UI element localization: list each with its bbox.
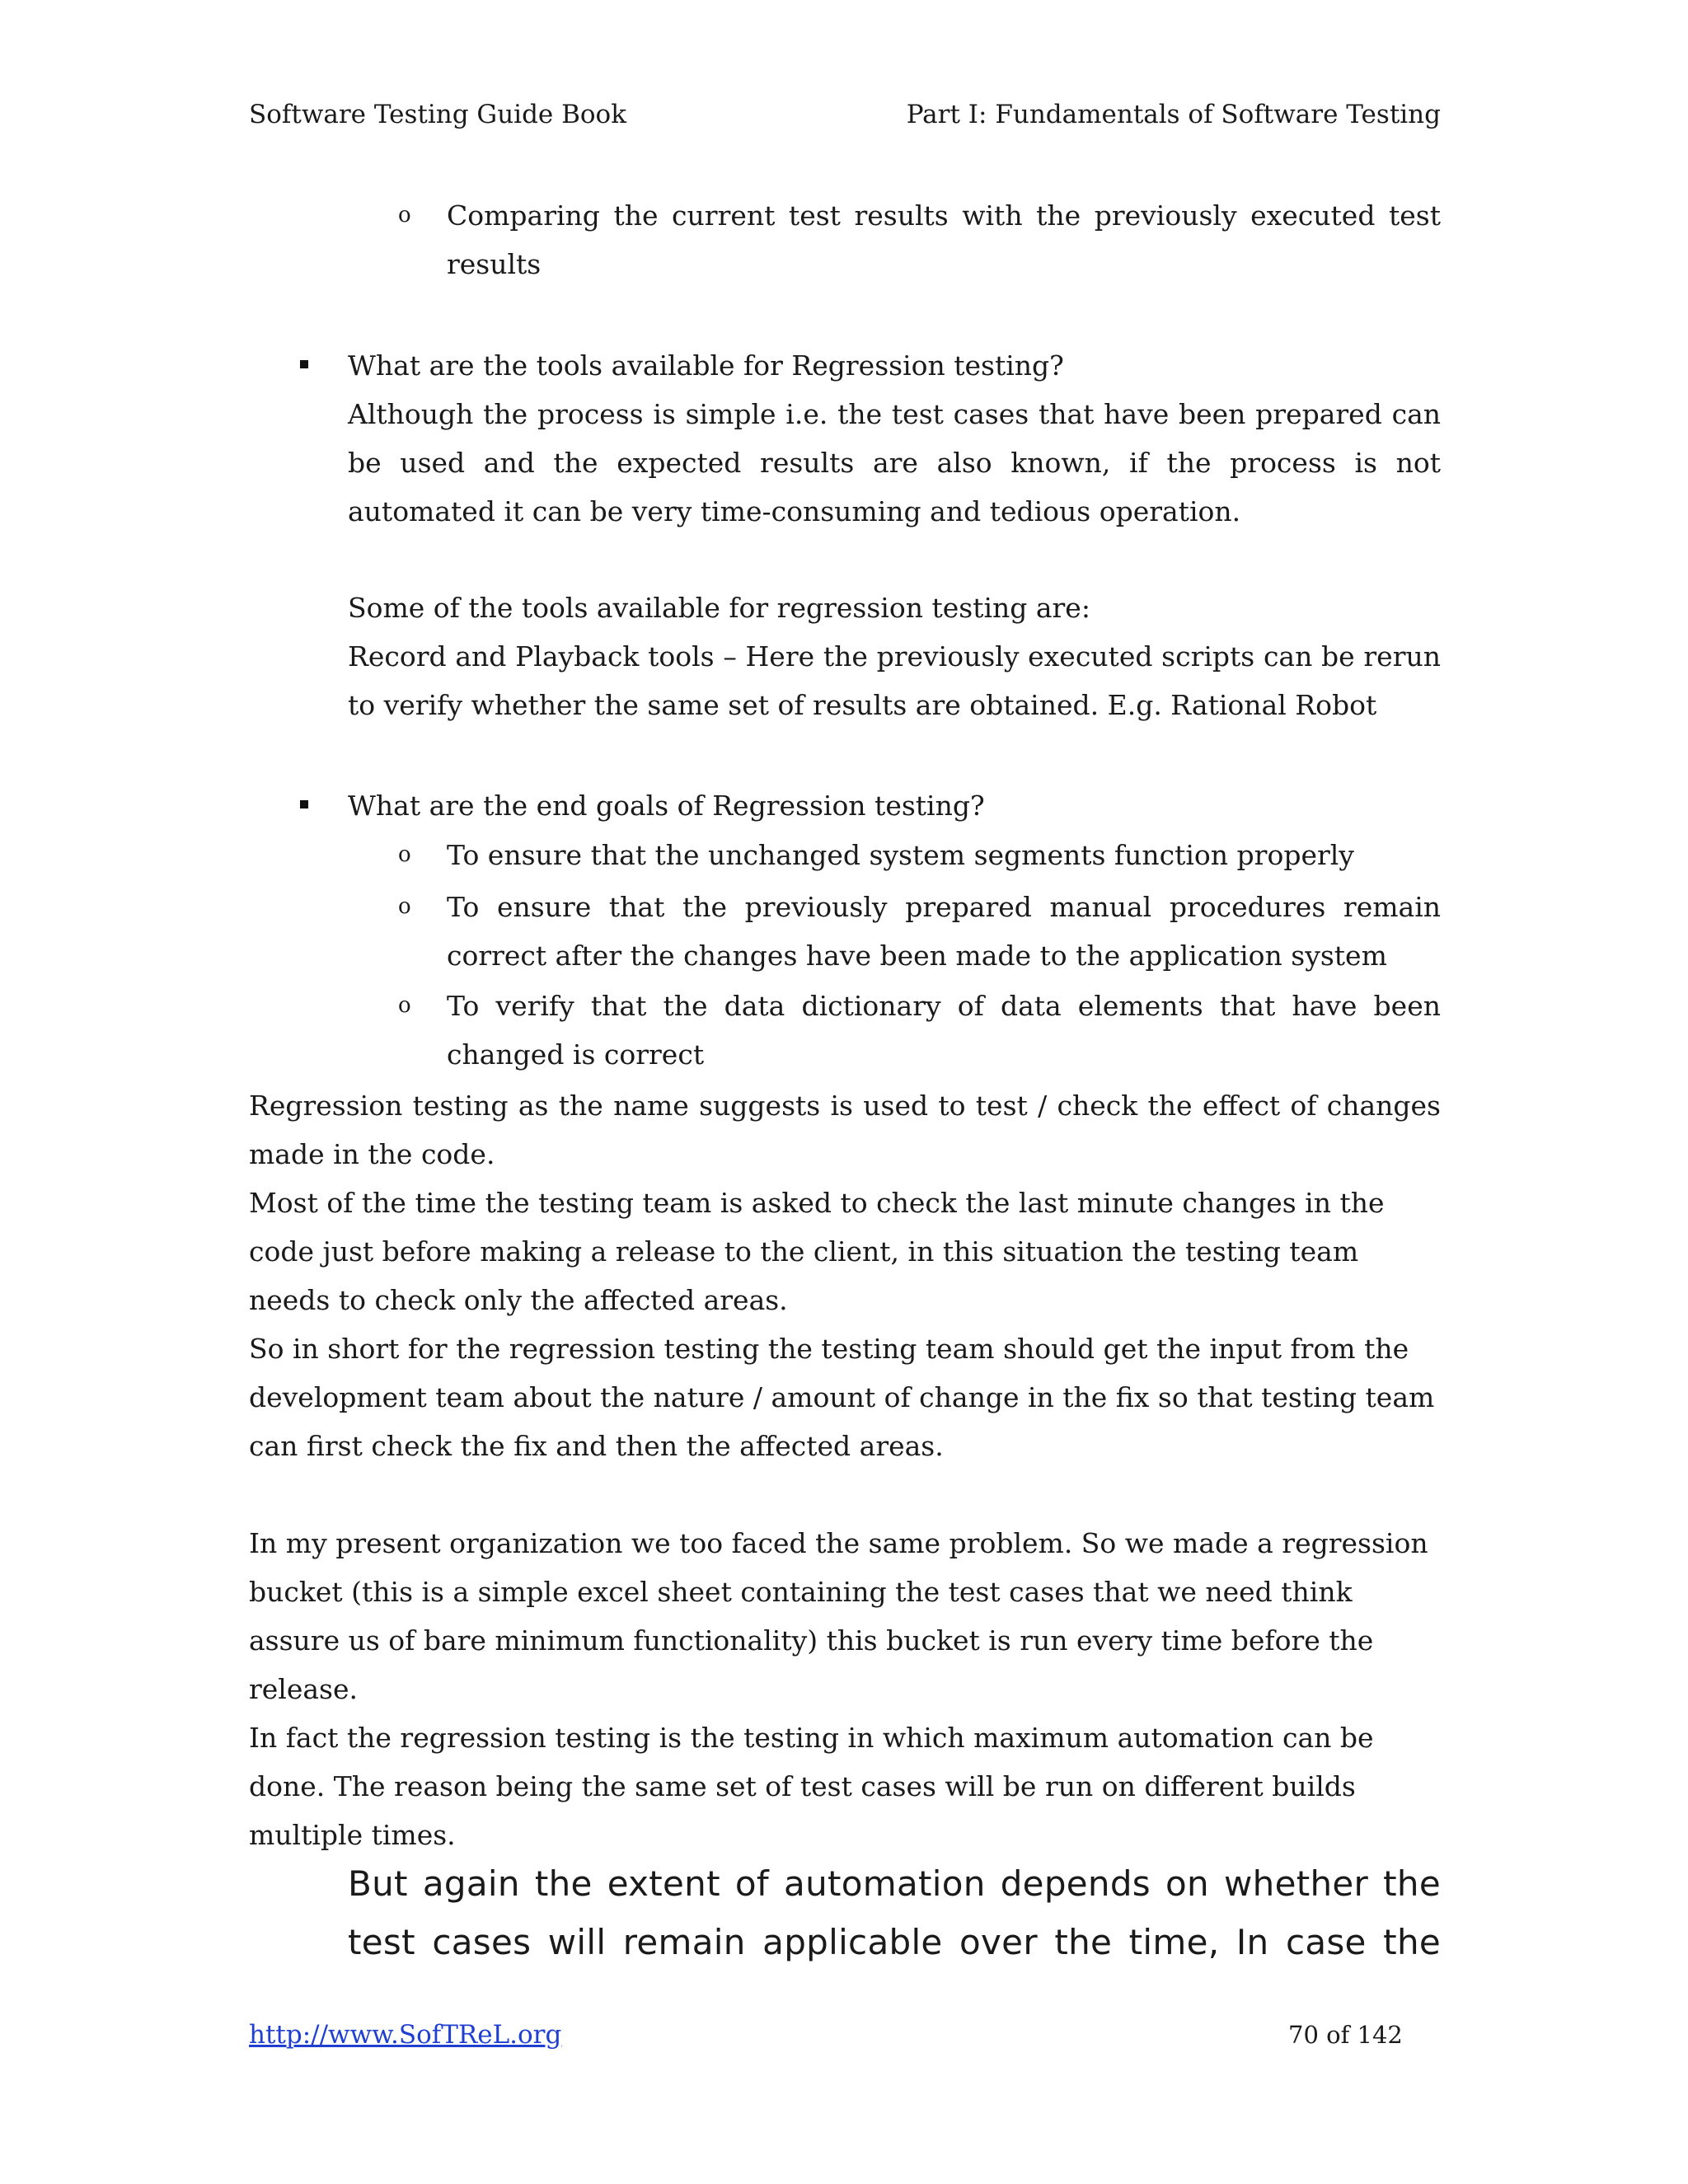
question-goals: What are the end goals of Regression testing? <box>348 790 985 822</box>
paragraph-regression: Regression testing as the name suggests is used to test / check the effect of changes made in the code. <box>249 1090 1441 1170</box>
tools-record-playback: Record and Playback tools – Here the previously executed scripts can be rerun to verify whether the same set of results are obtained. E.g. Rational Robot <box>348 640 1441 721</box>
sub-bullet-marker: o <box>398 203 411 227</box>
footer-website-link[interactable]: http://www.SofTReL.org <box>249 2020 562 2050</box>
tools-intro: Some of the tools available for regression testing are: <box>348 592 1090 624</box>
sub-bullet-marker: o <box>398 842 411 867</box>
paragraph-last-minute: Most of the time the testing team is asked to check the last minute changes in the code just before making a release to the client, in this situation the testing team needs to check only the affected areas. <box>249 1187 1385 1316</box>
paragraph-in-fact: In fact the regression testing is the testing in which maximum automation can be done. The reason being the same set of test cases will be run on different builds multiple times. <box>249 1722 1374 1851</box>
tools-paragraph: Although the process is simple i.e. the test cases that have been prepared can be used and the expected results are also known, if the process is not automated it can be very time-consuming and tedious operation. <box>348 398 1441 527</box>
sub-bullet-comparing: Comparing the current test results with the previously executed test results <box>447 199 1441 280</box>
paragraph-in-short: So in short for the regression testing the testing team should get the input from the development team about the nature / amount of change in the fix so that testing team can first check the fix and then the affected areas. <box>249 1333 1435 1462</box>
bullet-square-icon <box>300 800 308 808</box>
goal-item: To ensure that the unchanged system segments function properly <box>447 839 1354 871</box>
header-book-title: Software Testing Guide Book <box>249 100 627 129</box>
paragraph-automation-extent: But again the extent of automation depends on whether the test cases will remain applicable over the time, In case the <box>348 1863 1441 1962</box>
footer-page-number: 70 of 142 <box>1288 2021 1403 2049</box>
header-part-title: Part I: Fundamentals of Software Testing <box>906 100 1441 129</box>
paragraph-organization: In my present organization we too faced the same problem. So we made a regression bucket (this is a simple excel sheet containing the test cases that we need think assure us of bare minimum functionality) this bucket is run every time before the release. <box>249 1527 1428 1705</box>
sub-bullet-marker: o <box>398 993 411 1018</box>
bullet-square-icon <box>300 360 308 368</box>
sub-bullet-marker: o <box>398 894 411 919</box>
goal-item: To verify that the data dictionary of data elements that have been changed is correct <box>447 990 1441 1071</box>
goal-item: To ensure that the previously prepared manual procedures remain correct after the changes have been made to the application system <box>447 891 1441 972</box>
question-tools: What are the tools available for Regression testing? <box>348 349 1064 382</box>
